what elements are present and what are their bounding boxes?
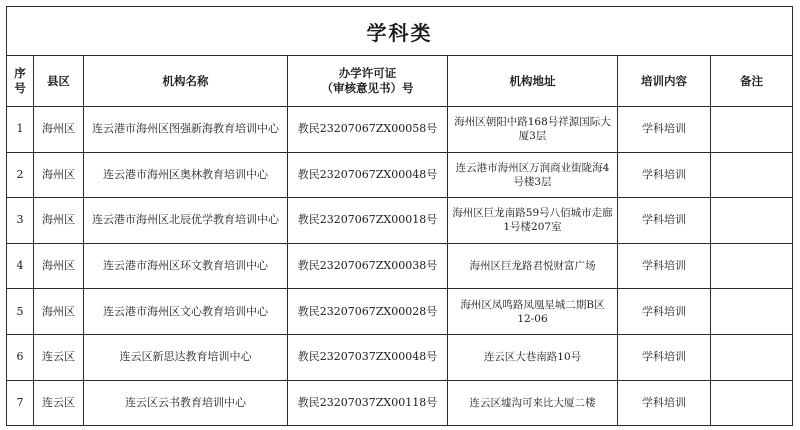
table-title: 学科类 bbox=[7, 7, 793, 56]
table-row bbox=[7, 152, 793, 198]
table-row bbox=[7, 107, 793, 153]
cell-remark bbox=[711, 198, 793, 244]
cell-address: 连云区大巷南路10号 bbox=[448, 334, 618, 380]
cell-address: 海州区凤鸣路凤凰星城二期B区12-06 bbox=[448, 289, 618, 335]
cell-name: 连云区云书教育培训中心 bbox=[84, 380, 288, 426]
cell-address: 连云港市海州区万润商业街陇海4号楼3层 bbox=[448, 152, 618, 198]
cell-name: 连云港市海州区北辰优学教育培训中心 bbox=[84, 198, 288, 244]
table-row bbox=[7, 243, 793, 289]
header-row bbox=[7, 56, 793, 107]
cell-content: 学科培训 bbox=[618, 243, 711, 289]
cell-name: 连云港市海州区环文教育培训中心 bbox=[84, 243, 288, 289]
cell-county: 海州区 bbox=[34, 152, 84, 198]
cell-no: 4 bbox=[7, 243, 34, 289]
cell-name: 连云区新思达教育培训中心 bbox=[84, 334, 288, 380]
cell-remark bbox=[711, 334, 793, 380]
cell-address: 海州区巨龙路君悦财富广场 bbox=[448, 243, 618, 289]
cell-remark bbox=[711, 380, 793, 426]
cell-license: 教民23207067ZX00058号 bbox=[288, 107, 448, 153]
cell-address: 连云区墟沟可来比大厦二楼 bbox=[448, 380, 618, 426]
table-row bbox=[7, 289, 793, 335]
cell-license: 教民23207067ZX00038号 bbox=[288, 243, 448, 289]
cell-license: 教民23207067ZX00028号 bbox=[288, 289, 448, 335]
cell-no: 6 bbox=[7, 334, 34, 380]
cell-license: 教民23207037ZX00118号 bbox=[288, 380, 448, 426]
cell-address: 海州区朝阳中路168号祥源国际大厦3层 bbox=[448, 107, 618, 153]
cell-county: 海州区 bbox=[34, 198, 84, 244]
institution-table bbox=[6, 6, 793, 426]
header-name: 机构名称 bbox=[84, 56, 288, 107]
cell-county: 海州区 bbox=[34, 107, 84, 153]
cell-name: 连云港市海州区图强新海教育培训中心 bbox=[84, 107, 288, 153]
cell-license: 教民23207067ZX00018号 bbox=[288, 198, 448, 244]
cell-license: 教民23207037ZX00048号 bbox=[288, 334, 448, 380]
cell-county: 海州区 bbox=[34, 243, 84, 289]
cell-remark bbox=[711, 289, 793, 335]
cell-content: 学科培训 bbox=[618, 198, 711, 244]
cell-content: 学科培训 bbox=[618, 107, 711, 153]
cell-county: 连云区 bbox=[34, 334, 84, 380]
cell-remark bbox=[711, 243, 793, 289]
cell-remark bbox=[711, 152, 793, 198]
cell-no: 1 bbox=[7, 107, 34, 153]
cell-content: 学科培训 bbox=[618, 152, 711, 198]
header-license-line1: 办学许可证 bbox=[338, 66, 397, 80]
cell-name: 连云港市海州区奥林教育培训中心 bbox=[84, 152, 288, 198]
table-row bbox=[7, 334, 793, 380]
header-address: 机构地址 bbox=[448, 56, 618, 107]
table-row bbox=[7, 380, 793, 426]
cell-remark bbox=[711, 107, 793, 153]
table-row bbox=[7, 198, 793, 244]
cell-no: 3 bbox=[7, 198, 34, 244]
cell-content: 学科培训 bbox=[618, 380, 711, 426]
header-no: 序号 bbox=[7, 56, 34, 107]
cell-no: 2 bbox=[7, 152, 34, 198]
header-county: 县区 bbox=[34, 56, 84, 107]
cell-no: 5 bbox=[7, 289, 34, 335]
header-license bbox=[288, 56, 448, 107]
cell-no: 7 bbox=[7, 380, 34, 426]
header-license-line2: （审核意见书）号 bbox=[321, 81, 414, 95]
cell-license: 教民23207067ZX00048号 bbox=[288, 152, 448, 198]
header-remark: 备注 bbox=[711, 56, 793, 107]
cell-content: 学科培训 bbox=[618, 334, 711, 380]
cell-county: 海州区 bbox=[34, 289, 84, 335]
cell-address: 海州区巨龙南路59号八佰城市走廊1号楼207室 bbox=[448, 198, 618, 244]
header-content: 培训内容 bbox=[618, 56, 711, 107]
cell-county: 连云区 bbox=[34, 380, 84, 426]
cell-name: 连云港市海州区文心教育培训中心 bbox=[84, 289, 288, 335]
cell-content: 学科培训 bbox=[618, 289, 711, 335]
